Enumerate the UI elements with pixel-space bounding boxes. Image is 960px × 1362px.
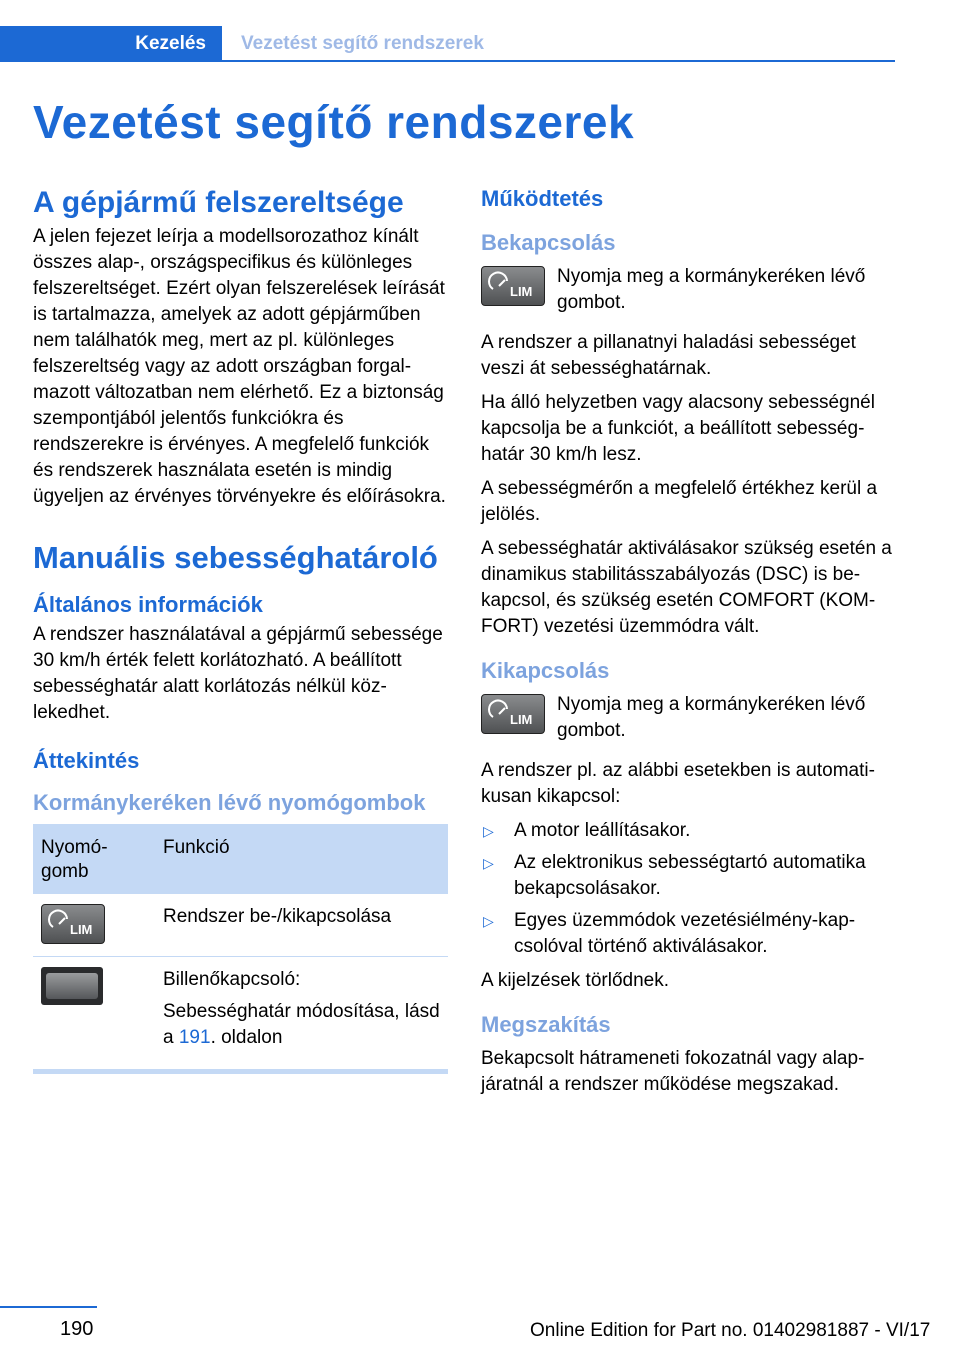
header-breadcrumb[interactable]: Vezetést segítő rendszerek (241, 33, 484, 54)
on-button-text: Nyomja meg a kormánykeréken lévő gombot. (557, 266, 866, 313)
page-link-191[interactable]: 191 (178, 1027, 211, 1048)
edition-text: Online Edition for Part no. 01402981887 - VI/17 (530, 1320, 931, 1341)
footer-divider (0, 1306, 97, 1308)
off-heading: Kikapcsolás (481, 658, 610, 683)
list-item (481, 818, 896, 844)
off-text-2: A kijelzések törlődnek. (481, 970, 669, 991)
general-text: A rendszer használatával a gépjármű sebessége 30 km/h érték felett korlátozható. A beállított sebességhatár alatt korlátozás nélkül közlekedhet. (33, 624, 443, 723)
table-row (33, 957, 448, 1070)
left-column (33, 186, 448, 1074)
right-column (481, 186, 896, 1106)
operation-heading: Működtetés (481, 186, 604, 211)
rocker-description (163, 999, 440, 1051)
equipment-text: A jelen fejezet leírja a modellsorozathoz kínált összes alap-, országspecifikus és különleges felszereltséget. Ezért olyan felszerelések leírását is tartalmazza, amelyek az adott gépjárműben nem találhatók meg, mert az pl. különleges felszereltség vagy az adott országban forgalmazott változatban nem elérhető. Ez a biztonság szempontjából jelentős funkciókra és rendszerekre is érvényes. A megfelelő funkciók és rendszerek használata esetén is mindig ügyeljen az érvényes törvényekre és előírásokra. (33, 226, 446, 507)
off-button-text: Nyomja meg a kormánykeréken lévő gombot. (557, 694, 866, 741)
rocker-switch-icon (41, 967, 103, 1005)
table-cell-function: Rendszer be-/kikapcsolása (155, 894, 448, 957)
rocker-label: Billenőkapcsoló: (163, 969, 301, 990)
limiter-heading: Manuális sebességhatároló (33, 540, 438, 575)
header-divider (222, 60, 895, 62)
interrupt-heading: Megszakítás (481, 1012, 611, 1037)
on-text-1: A rendszer a pillanatnyi haladási sebességet veszi át sebességhatárnak. (481, 332, 856, 379)
interrupt-text: Bekapcsolt hátrameneti fokozatnál vagy alapjáratnál a rendszer működése megszakad. (481, 1048, 865, 1095)
off-text-1: A rendszer pl. az alábbi esetekben is automatikusan kikapcsol: (481, 760, 875, 807)
table-row (33, 894, 448, 957)
auto-off-list (481, 818, 896, 960)
list-item (481, 908, 896, 960)
off-button-row (481, 692, 896, 744)
list-item-text: Egyes üzemmódok vezetésiélmény-kapcsolóval történő aktiválásakor. (514, 910, 856, 957)
on-heading: Bekapcsolás (481, 230, 616, 255)
table-header-function: Funkció (155, 824, 448, 894)
table-cell-function (155, 957, 448, 1070)
lim-button-icon (481, 266, 545, 306)
page-number: 190 (60, 1318, 94, 1340)
page-header (0, 26, 895, 62)
overview-heading: Áttekintés (33, 748, 140, 773)
equipment-heading: A gépjármű felszereltsége (33, 186, 404, 219)
table-cell-icon (33, 894, 155, 957)
rocker-desc-suffix: . oldalon (210, 1027, 283, 1048)
svg-text:LIM: LIM (510, 284, 533, 299)
triangle-bullet-icon: ▷ (483, 913, 494, 929)
lim-button-icon (481, 694, 545, 734)
list-item (481, 850, 896, 902)
buttons-heading: Kormánykeréken lévő nyomógombok (33, 790, 426, 815)
chapter-title: Vezetést segítő rendszerek (33, 96, 635, 148)
rocker-desc-text: Sebességhatár módosítása, lásd a (163, 1001, 440, 1048)
on-text-3: A sebességmérőn a megfelelő értékhez kerül a jelölés. (481, 478, 878, 525)
on-button-row (481, 264, 896, 316)
list-item-text: A motor leállításakor. (514, 820, 691, 841)
table-cell-icon (33, 957, 155, 1070)
svg-text:LIM: LIM (70, 922, 93, 937)
on-text-2: Ha álló helyzetben vagy alacsony sebességnél kapcsolja be a funkciót, a beállított sebességhatár 30 km/h lesz. (481, 392, 875, 465)
list-item-text: Az elektronikus sebességtartó automatika bekapcsolásakor. (514, 852, 866, 899)
header-section-tab[interactable]: Kezelés (0, 26, 222, 62)
table-header-button: Nyomógomb (33, 824, 155, 894)
triangle-bullet-icon: ▷ (483, 823, 494, 839)
buttons-table (33, 824, 448, 1070)
on-text-4: A sebességhatár aktiválásakor szükség esetén a dinamikus stabilitásszabályozás (DSC) is bekapcsol, és szükség esetén COMFORT (KOMFORT) vezetési üzemmódra vált. (481, 538, 892, 637)
triangle-bullet-icon: ▷ (483, 855, 494, 871)
lim-button-icon (41, 904, 105, 944)
table-bottom-rule (33, 1070, 448, 1074)
table-header-row (33, 824, 448, 894)
general-heading: Általános információk (33, 592, 263, 617)
svg-text:LIM: LIM (510, 712, 533, 727)
